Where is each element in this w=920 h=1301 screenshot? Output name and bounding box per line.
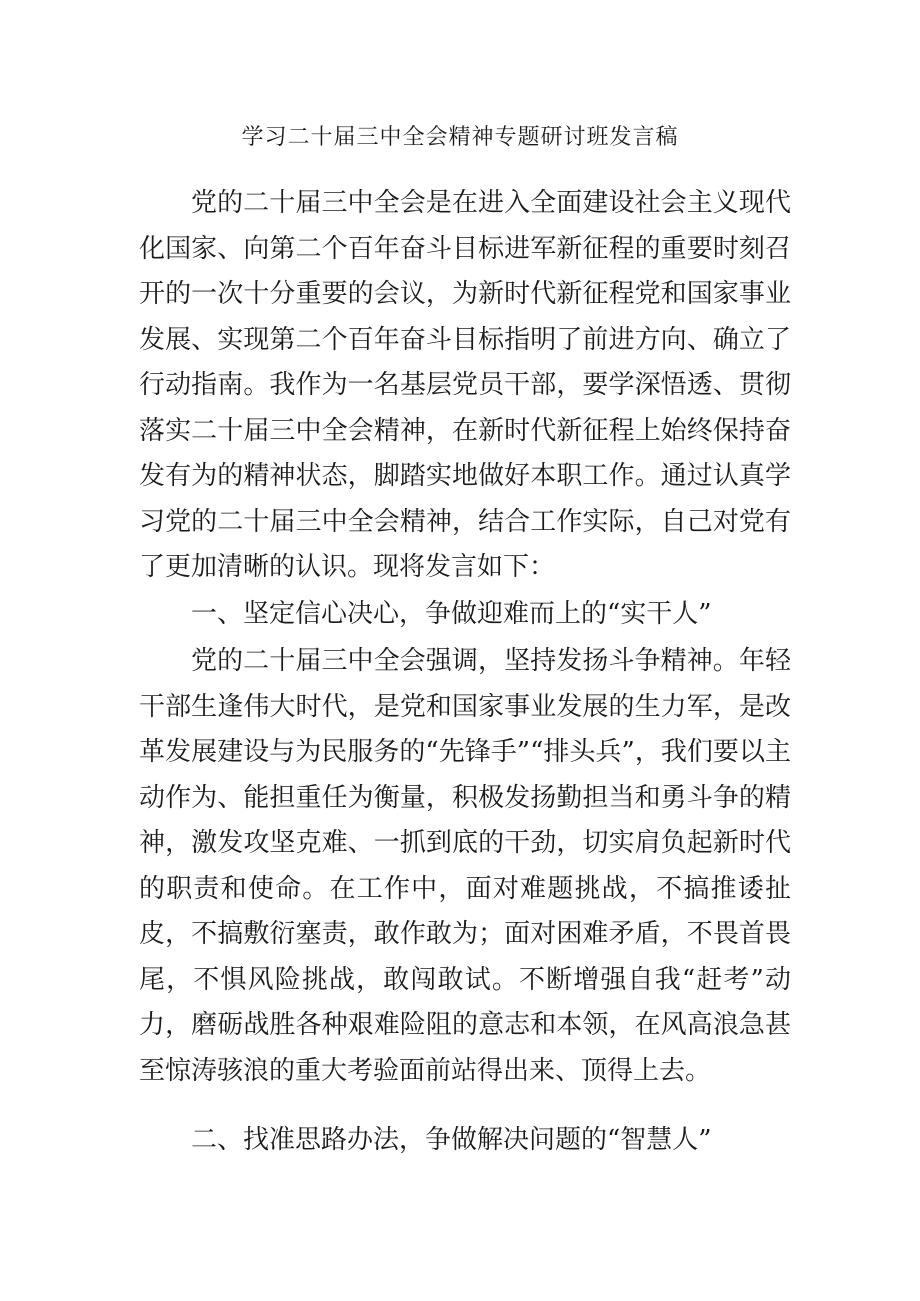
document-title: 学习二十届三中全会精神专题研讨班发言稿 [241,125,679,150]
section-1-paragraph: 党的二十届三中全会强调，坚持发扬斗争精神。年轻干部生逢伟大时代，是党和国家事业发展的生力军，是改革发展建设与为民服务的“先锋手”“排头兵”，我们要以主动作为、能担重任为衡量，积极发扬勤担当和勇斗争的精神，激发攻坚克难、一抓到底的干劲，切实肩负起新时代的职责和使命。在工作中，面对难题挑战，不搞推诿扯皮，不搞敷衍塞责，敢作敢为；面对困难矛盾，不畏首畏尾，不惧风险挑战，敢闯敢试。不断增强自我“赶考”动力，磨砺战胜各种艰难险阻的意志和本领，在风高浪急甚至惊涛骇浪的重大考验面前站得出来、顶得上去。 [139,646,791,1086]
intro-paragraph: 党的二十届三中全会是在进入全面建设社会主义现代化国家、向第二个百年奋斗目标进军新征程的重要时刻召开的一次十分重要的会议，为新时代新征程党和国家事业发展、实现第二个百年奋斗目标指明了前进方向、确立了行动指南。我作为一名基层党员干部，要学深悟透、贯彻落实二十届三中全会精神，在新时代新征程上始终保持奋发有为的精神状态，脚踏实地做好本职工作。通过认真学习党的二十届三中全会精神，结合工作实际，自己对党有了更加清晰的认识。现将发言如下： [139,188,791,582]
section-heading-2: 二、找准思路办法，争做解决问题的“智慧人” [191,1125,712,1155]
section-heading-1: 一、坚定信心决心，争做迎难而上的“实干人” [191,599,712,629]
